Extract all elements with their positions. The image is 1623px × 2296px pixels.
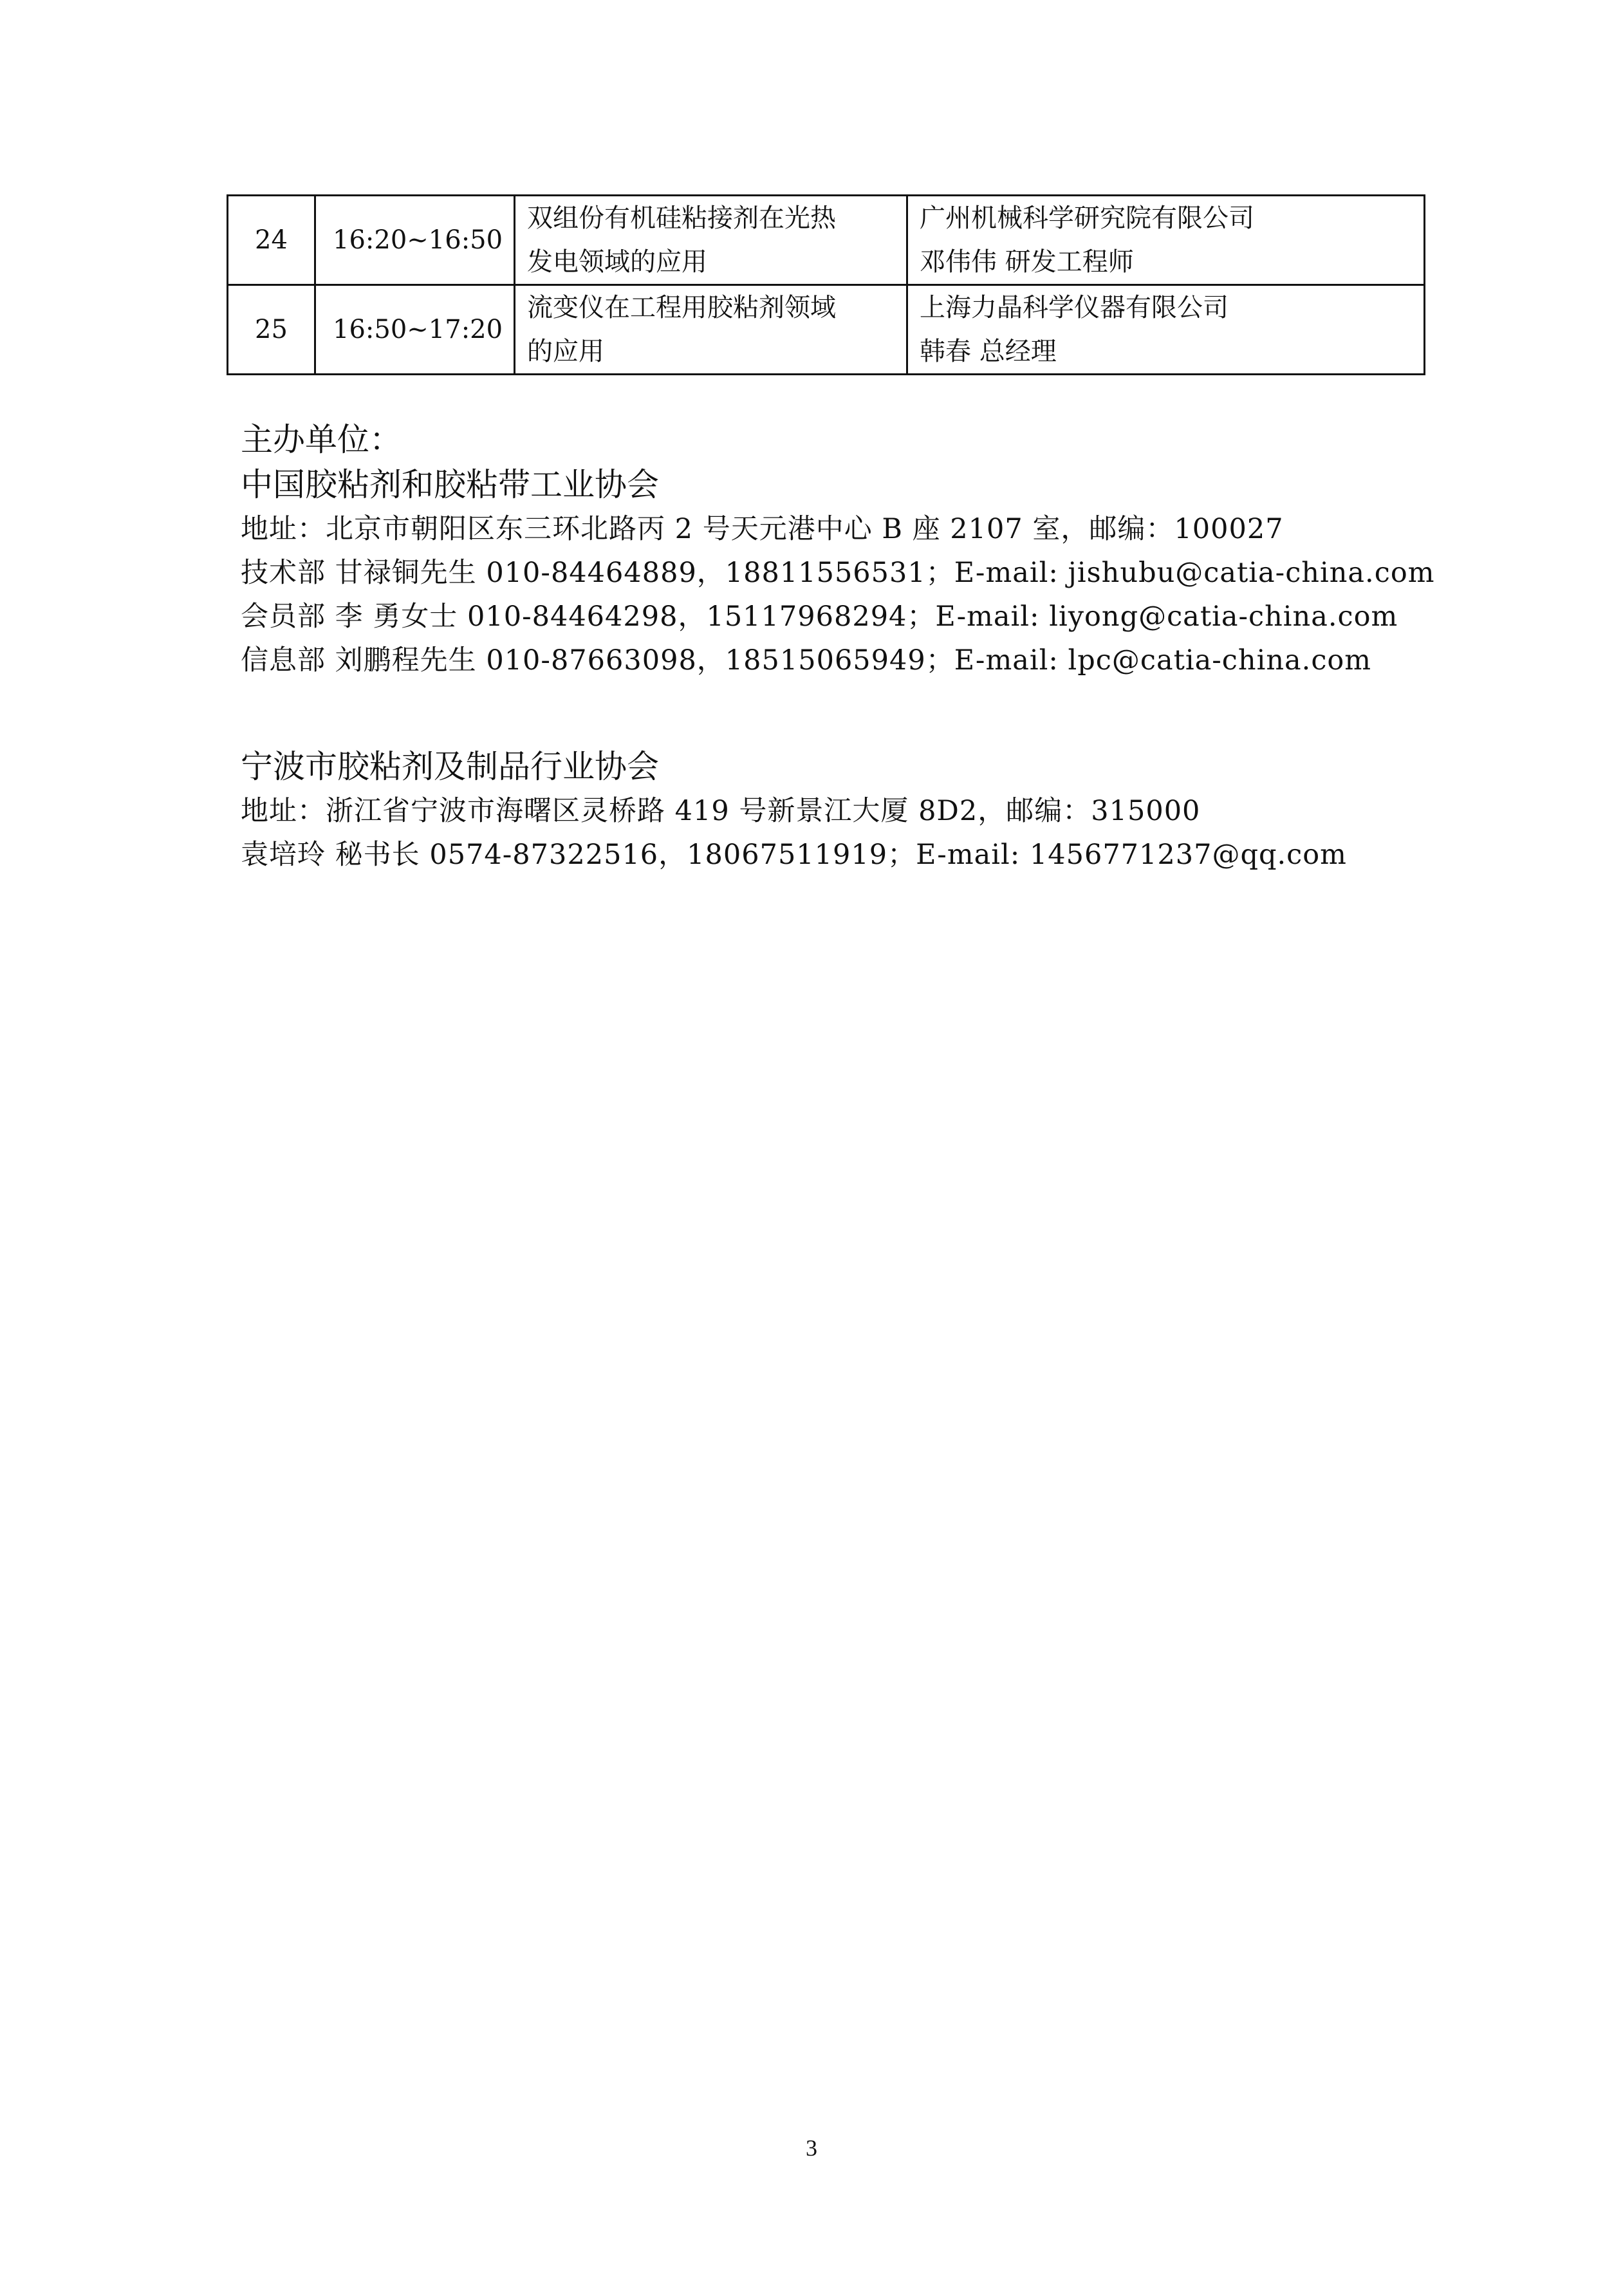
time-slot: 16:50~17:20 <box>315 285 515 375</box>
org1-contact-info: 信息部 刘鹏程先生 010-87663098，18515065949；E-mail: lpc@catia-china.com <box>241 644 1372 677</box>
org1-address: 地址：北京市朝阳区东三环北路丙 2 号天元港中心 B 座 2107 室，邮编：100027 <box>241 513 1284 545</box>
time-slot: 16:20~16:50 <box>315 196 515 285</box>
topic-line: 流变仪在工程用胶粘剂领域 <box>527 293 836 322</box>
org2-address: 地址：浙江省宁波市海曙区灵桥路 419 号新景江大厦 8D2，邮编：315000 <box>241 795 1201 827</box>
topic-line: 的应用 <box>527 337 604 366</box>
speaker-org <box>907 196 1425 285</box>
row-number: 24 <box>228 196 315 285</box>
schedule-table <box>227 194 1425 375</box>
org-line: 上海力晶科学仪器有限公司 <box>920 293 1229 322</box>
org2-name: 宁波市胶粘剂及制品行业协会 <box>241 748 659 785</box>
org1-contact-tech: 技术部 甘禄铜先生 010-84464889，18811556531；E-mail: jishubu@catia-china.com <box>241 557 1435 589</box>
page-number: 3 <box>806 2135 817 2161</box>
topic-line: 发电领域的应用 <box>527 247 707 277</box>
talk-topic <box>515 196 907 285</box>
table-row <box>228 196 1425 285</box>
row-number: 25 <box>228 285 315 375</box>
org-line: 广州机械科学研究院有限公司 <box>920 203 1254 233</box>
hosts-heading: 主办单位： <box>241 421 402 458</box>
topic-line: 双组份有机硅粘接剂在光热 <box>527 203 836 233</box>
org1-contact-member: 会员部 李 勇女士 010-84464298，15117968294；E-mail: liyong@catia-china.com <box>241 601 1398 633</box>
org2-contact: 袁培玲 秘书长 0574-87322516，18067511919；E-mail: 1456771237@qq.com <box>241 839 1347 871</box>
speaker-line: 韩春 总经理 <box>920 337 1057 366</box>
table-row <box>228 285 1425 375</box>
talk-topic <box>515 285 907 375</box>
org1-name: 中国胶粘剂和胶粘带工业协会 <box>241 466 659 503</box>
host-section-2 <box>241 744 1463 877</box>
host-section-1 <box>241 417 1463 682</box>
speaker-org <box>907 285 1425 375</box>
speaker-line: 邓伟伟 研发工程师 <box>920 247 1134 277</box>
